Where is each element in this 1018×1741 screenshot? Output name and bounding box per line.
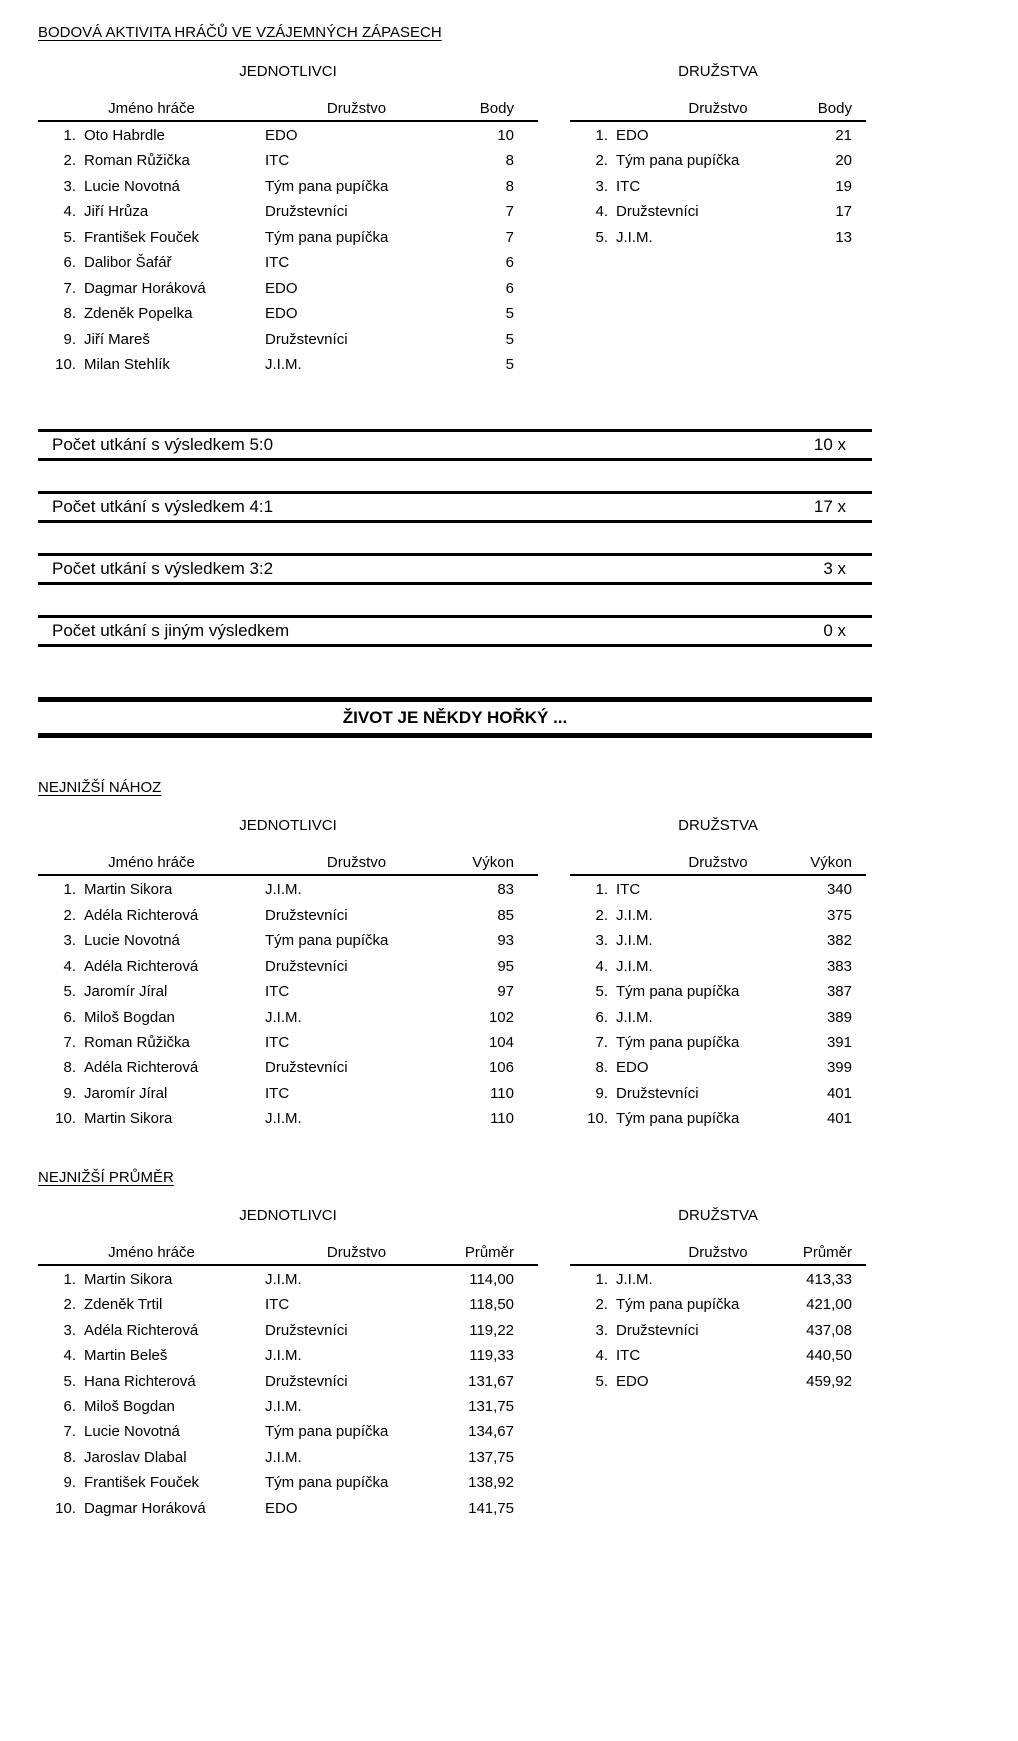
value-cell: 110: [490, 1084, 514, 1102]
rank-cell: 4.: [595, 1347, 608, 1365]
value-cell: 389: [826, 1008, 852, 1026]
column-header-team: Družstvo: [326, 854, 387, 872]
lowest-throw-title: NEJNIŽŠÍ NÁHOZ: [38, 779, 162, 797]
player-name-cell: Miloš Bogdan: [84, 1008, 175, 1026]
table-row: [570, 1005, 866, 1030]
value-cell: 440,50: [806, 1347, 852, 1365]
team-name-cell: Tým pana pupíčka: [616, 152, 740, 170]
match-result-row-3-2: [38, 553, 872, 585]
team-name-cell: Tým pana pupíčka: [616, 1034, 740, 1051]
table-row: [38, 954, 538, 979]
table-body: [570, 877, 866, 1131]
table-row: [570, 199, 866, 224]
column-header-team: Družstvo: [688, 1243, 748, 1261]
throw-individuals-table: [38, 855, 538, 1131]
table-header-row: [38, 855, 538, 876]
value-cell: 383: [826, 957, 852, 975]
rank-cell: 1.: [63, 1270, 76, 1288]
individuals-heading: JEDNOTLIVCI: [239, 63, 337, 80]
rank-cell: 10.: [587, 1110, 608, 1128]
team-cell: Družstevníci: [265, 957, 348, 975]
teams-column: [570, 818, 866, 1131]
value-cell: 7: [505, 228, 514, 246]
value-cell: 141,75: [468, 1499, 514, 1517]
table-row: [38, 877, 538, 902]
team-cell: ITC: [265, 1084, 290, 1102]
rank-cell: 7.: [63, 1423, 76, 1441]
team-cell: EDO: [265, 279, 298, 297]
table-body: [38, 877, 538, 1131]
table-row: [38, 1394, 538, 1419]
rank-cell: 5.: [595, 228, 608, 246]
value-cell: 97: [497, 983, 514, 1001]
value-cell: 19: [835, 177, 852, 195]
team-name-cell: ITC: [616, 1347, 641, 1365]
table-row: [570, 1292, 866, 1317]
table-row: [570, 1055, 866, 1080]
value-cell: 95: [497, 957, 514, 975]
average-individuals-table: [38, 1245, 538, 1521]
teams-column: [570, 1208, 866, 1394]
team-cell: ITC: [265, 254, 290, 272]
table-row: [570, 1318, 866, 1343]
value-cell: 20: [835, 152, 852, 170]
value-cell: 6: [505, 279, 514, 297]
table-row: [38, 199, 538, 224]
table-row: [38, 1106, 538, 1131]
column-header-team: Družstvo: [688, 854, 748, 872]
player-name-cell: Lucie Novotná: [84, 177, 180, 195]
individuals-column: [38, 1208, 538, 1521]
rank-cell: 3.: [63, 932, 76, 950]
value-cell: 10: [497, 127, 514, 144]
table-row: [38, 174, 538, 199]
rank-cell: 10.: [55, 1499, 76, 1517]
table-header-row: [38, 101, 538, 122]
column-header-team: Družstvo: [688, 100, 748, 117]
rank-cell: 5.: [63, 983, 76, 1001]
table-row: [38, 225, 538, 250]
team-cell: Družstevníci: [265, 1372, 348, 1390]
table-row: [38, 903, 538, 928]
value-cell: 387: [826, 983, 852, 1001]
value-cell: 104: [488, 1034, 514, 1051]
individuals-heading: JEDNOTLIVCI: [239, 817, 337, 835]
table-body: [570, 1267, 866, 1394]
table-row: [38, 1292, 538, 1317]
value-cell: 6: [505, 254, 514, 272]
value-cell: 118,50: [469, 1296, 514, 1314]
table-header-row: [38, 1245, 538, 1266]
table-row: [38, 1267, 538, 1292]
table-body: [38, 1267, 538, 1521]
team-cell: Tým pana pupíčka: [265, 1474, 389, 1492]
teams-heading: DRUŽSTVA: [678, 1206, 758, 1224]
lowest-throw-section: [38, 818, 1018, 1131]
table-row: [38, 928, 538, 953]
team-name-cell: Tým pana pupíčka: [616, 983, 740, 1001]
rank-cell: 8.: [63, 1059, 76, 1077]
team-name-cell: J.I.M.: [616, 957, 653, 975]
player-name-cell: Jiří Mareš: [84, 330, 150, 348]
table-row: [570, 954, 866, 979]
team-cell: ITC: [265, 1034, 290, 1051]
player-name-cell: Martin Sikora: [84, 1270, 173, 1288]
rank-cell: 3.: [595, 932, 608, 950]
team-name-cell: Družstevníci: [616, 1084, 699, 1102]
rank-cell: 1.: [63, 127, 76, 144]
value-cell: 119,22: [469, 1321, 514, 1339]
team-cell: Družstevníci: [265, 203, 348, 221]
team-cell: EDO: [265, 1499, 298, 1517]
lowest-average-section: [38, 1208, 1018, 1521]
rank-cell: 6.: [595, 1008, 608, 1026]
points-teams-table: [570, 101, 866, 250]
team-name-cell: ITC: [616, 881, 641, 899]
value-cell: 106: [488, 1059, 514, 1077]
value-cell: 421,00: [806, 1296, 852, 1314]
table-row: [38, 1369, 538, 1394]
lowest-average-title: NEJNIŽŠÍ PRŮMĚR: [38, 1168, 174, 1186]
table-row: [570, 1267, 866, 1292]
rank-cell: 3.: [63, 177, 76, 195]
table-row: [38, 123, 538, 148]
value-cell: 5: [505, 305, 514, 323]
rank-cell: 7.: [63, 279, 76, 297]
player-name-cell: Miloš Bogdan: [84, 1397, 175, 1415]
player-name-cell: Lucie Novotná: [84, 1423, 180, 1441]
player-name-cell: Jaromír Jíral: [84, 983, 168, 1001]
player-name-cell: Adéla Richterová: [84, 906, 199, 924]
value-cell: 131,67: [468, 1372, 514, 1390]
table-row: [38, 979, 538, 1004]
rank-cell: 9.: [63, 1474, 76, 1492]
value-cell: 93: [497, 932, 514, 950]
team-cell: ITC: [265, 152, 290, 170]
value-cell: 17: [835, 203, 852, 221]
rank-cell: 6.: [63, 1397, 76, 1415]
value-cell: 138,92: [468, 1474, 514, 1492]
match-result-label: Počet utkání s výsledkem 5:0: [52, 435, 274, 455]
value-cell: 399: [826, 1059, 852, 1077]
team-cell: J.I.M.: [265, 1008, 302, 1026]
match-result-value: 10 x: [813, 435, 846, 455]
match-result-label: Počet utkání s výsledkem 3:2: [52, 559, 274, 579]
team-name-cell: J.I.M.: [616, 228, 653, 246]
table-row: [570, 225, 866, 250]
rank-cell: 5.: [63, 1372, 76, 1390]
rank-cell: 3.: [63, 1321, 76, 1339]
table-row: [38, 352, 538, 377]
rank-cell: 2.: [595, 152, 608, 170]
team-cell: J.I.M.: [265, 1270, 302, 1288]
value-cell: 21: [835, 127, 852, 144]
value-cell: 110: [490, 1110, 514, 1128]
table-body: [38, 123, 538, 377]
rank-cell: 10.: [55, 355, 76, 373]
player-name-cell: Adéla Richterová: [84, 957, 199, 975]
table-row: [570, 148, 866, 173]
column-header-points: Body: [817, 100, 852, 117]
team-name-cell: J.I.M.: [616, 932, 653, 950]
player-name-cell: Jiří Hrůza: [84, 203, 149, 221]
player-name-cell: Roman Růžička: [84, 152, 190, 170]
table-row: [38, 1419, 538, 1444]
value-cell: 137,75: [468, 1448, 514, 1466]
team-cell: Družstevníci: [265, 906, 348, 924]
rank-cell: 8.: [595, 1059, 608, 1077]
value-cell: 5: [505, 355, 514, 373]
team-name-cell: ITC: [616, 177, 641, 195]
player-name-cell: Martin Sikora: [84, 1110, 173, 1128]
table-header-row: [570, 1245, 866, 1266]
rank-cell: 2.: [595, 1296, 608, 1314]
points-individuals-table: [38, 101, 538, 377]
column-header-team: Družstvo: [326, 1243, 387, 1261]
rank-cell: 4.: [63, 1347, 76, 1365]
rank-cell: 3.: [595, 177, 608, 195]
throw-teams-table: [570, 855, 866, 1131]
table-row: [38, 1343, 538, 1368]
player-name-cell: Roman Růžička: [84, 1034, 190, 1051]
table-row: [38, 148, 538, 173]
team-name-cell: Tým pana pupíčka: [616, 1296, 740, 1314]
rank-cell: 2.: [63, 1296, 76, 1314]
rank-cell: 6.: [63, 254, 76, 272]
team-cell: J.I.M.: [265, 1110, 302, 1128]
table-header-row: [570, 855, 866, 876]
value-cell: 5: [505, 330, 514, 348]
match-result-label: Počet utkání s výsledkem 4:1: [52, 497, 274, 517]
table-row: [38, 1055, 538, 1080]
table-row: [570, 979, 866, 1004]
player-name-cell: Zdeněk Trtil: [84, 1296, 163, 1314]
value-cell: 102: [488, 1008, 514, 1026]
teams-column: [570, 64, 866, 250]
team-cell: ITC: [265, 1296, 290, 1314]
rank-cell: 8.: [63, 1448, 76, 1466]
column-header-average: Průměr: [464, 1243, 514, 1261]
value-cell: 7: [505, 203, 514, 221]
table-body: [570, 123, 866, 250]
rank-cell: 1.: [595, 881, 608, 899]
match-result-row-4-1: [38, 491, 872, 523]
team-cell: J.I.M.: [265, 355, 302, 373]
table-row: [38, 301, 538, 326]
rank-cell: 1.: [595, 127, 608, 144]
table-header-row: [570, 101, 866, 122]
rank-cell: 8.: [63, 305, 76, 323]
table-row: [38, 1470, 538, 1495]
rank-cell: 3.: [595, 1321, 608, 1339]
table-row: [570, 1081, 866, 1106]
team-cell: ITC: [265, 983, 290, 1001]
player-name-cell: Hana Richterová: [84, 1372, 196, 1390]
value-cell: 375: [826, 906, 852, 924]
table-row: [570, 1106, 866, 1131]
individuals-column: [38, 64, 538, 377]
team-name-cell: Družstevníci: [616, 203, 699, 221]
team-name-cell: EDO: [616, 1372, 649, 1390]
team-name-cell: EDO: [616, 1059, 649, 1077]
team-cell: J.I.M.: [265, 1448, 302, 1466]
team-cell: Tým pana pupíčka: [265, 1423, 389, 1441]
match-result-row-5-0: [38, 429, 872, 461]
rank-cell: 4.: [63, 203, 76, 221]
rank-cell: 4.: [595, 203, 608, 221]
player-name-cell: Dalibor Šafář: [84, 254, 172, 272]
table-row: [38, 327, 538, 352]
rank-cell: 9.: [595, 1084, 608, 1102]
value-cell: 131,75: [468, 1397, 514, 1415]
value-cell: 83: [497, 881, 514, 899]
rank-cell: 5.: [595, 983, 608, 1001]
rank-cell: 1.: [595, 1270, 608, 1288]
value-cell: 85: [497, 906, 514, 924]
table-row: [38, 250, 538, 275]
team-cell: Tým pana pupíčka: [265, 932, 389, 950]
match-result-label: Počet utkání s jiným výsledkem: [52, 621, 290, 641]
rank-cell: 6.: [63, 1008, 76, 1026]
team-name-cell: EDO: [616, 127, 649, 144]
table-row: [38, 1445, 538, 1470]
banner: ŽIVOT JE NĚKDY HOŘKÝ ...: [38, 697, 872, 738]
match-result-row-other: [38, 615, 872, 647]
value-cell: 8: [505, 177, 514, 195]
value-cell: 114,00: [469, 1270, 514, 1288]
player-name-cell: Jaroslav Dlabal: [84, 1448, 187, 1466]
team-name-cell: J.I.M.: [616, 1270, 653, 1288]
team-name-cell: Tým pana pupíčka: [616, 1110, 740, 1128]
rank-cell: 2.: [63, 906, 76, 924]
rank-cell: 9.: [63, 1084, 76, 1102]
team-cell: EDO: [265, 127, 298, 144]
table-row: [570, 903, 866, 928]
rank-cell: 4.: [595, 957, 608, 975]
team-name-cell: J.I.M.: [616, 1008, 653, 1026]
value-cell: 437,08: [806, 1321, 852, 1339]
player-name-cell: Dagmar Horáková: [84, 1499, 206, 1517]
team-cell: Družstevníci: [265, 1321, 348, 1339]
column-header-points: Body: [479, 100, 514, 117]
team-cell: Tým pana pupíčka: [265, 228, 389, 246]
table-row: [570, 928, 866, 953]
page-title: BODOVÁ AKTIVITA HRÁČŮ VE VZÁJEMNÝCH ZÁPASECH: [38, 24, 442, 41]
value-cell: 13: [835, 228, 852, 246]
value-cell: 391: [826, 1034, 852, 1051]
table-row: [570, 877, 866, 902]
value-cell: 119,33: [469, 1347, 514, 1365]
team-cell: Tým pana pupíčka: [265, 177, 389, 195]
column-header-average: Průměr: [802, 1243, 852, 1261]
value-cell: 401: [826, 1110, 852, 1128]
table-row: [570, 1343, 866, 1368]
player-name-cell: Adéla Richterová: [84, 1321, 199, 1339]
player-name-cell: Zdeněk Popelka: [84, 305, 193, 323]
column-header-performance: Výkon: [472, 854, 514, 872]
match-result-value: 3 x: [823, 559, 846, 579]
team-cell: Družstevníci: [265, 330, 348, 348]
player-name-cell: František Fouček: [84, 1474, 200, 1492]
table-row: [38, 1005, 538, 1030]
value-cell: 401: [826, 1084, 852, 1102]
rank-cell: 5.: [595, 1372, 608, 1390]
rank-cell: 4.: [63, 957, 76, 975]
table-row: [570, 123, 866, 148]
rank-cell: 2.: [595, 906, 608, 924]
table-row: [570, 1030, 866, 1055]
team-cell: J.I.M.: [265, 881, 302, 899]
player-name-cell: František Fouček: [84, 228, 200, 246]
rank-cell: 1.: [63, 881, 76, 899]
teams-heading: DRUŽSTVA: [678, 63, 758, 80]
rank-cell: 2.: [63, 152, 76, 170]
average-teams-table: [570, 1245, 866, 1394]
player-name-cell: Adéla Richterová: [84, 1059, 199, 1077]
table-row: [38, 1030, 538, 1055]
value-cell: 134,67: [468, 1423, 514, 1441]
table-row: [570, 1369, 866, 1394]
match-result-value: 0 x: [823, 621, 846, 641]
table-row: [38, 276, 538, 301]
player-name-cell: Dagmar Horáková: [84, 279, 206, 297]
player-name-cell: Milan Stehlík: [84, 355, 170, 373]
table-row: [38, 1318, 538, 1343]
individuals-heading: JEDNOTLIVCI: [239, 1206, 337, 1224]
column-header-performance: Výkon: [810, 854, 852, 872]
table-row: [570, 174, 866, 199]
player-name-cell: Oto Habrdle: [84, 127, 165, 144]
column-header-player: Jméno hráče: [108, 854, 195, 872]
team-cell: EDO: [265, 305, 298, 323]
team-cell: Družstevníci: [265, 1059, 348, 1077]
column-header-player: Jméno hráče: [108, 100, 195, 117]
table-row: [38, 1081, 538, 1106]
player-name-cell: Jaromír Jíral: [84, 1084, 168, 1102]
rank-cell: 5.: [63, 228, 76, 246]
individuals-column: [38, 818, 538, 1131]
player-name-cell: Lucie Novotná: [84, 932, 180, 950]
value-cell: 8: [505, 152, 514, 170]
value-cell: 413,33: [806, 1270, 852, 1288]
teams-heading: DRUŽSTVA: [678, 817, 758, 835]
rank-cell: 10.: [55, 1110, 76, 1128]
team-cell: J.I.M.: [265, 1347, 302, 1365]
column-header-player: Jméno hráče: [108, 1243, 195, 1261]
team-cell: J.I.M.: [265, 1397, 302, 1415]
value-cell: 382: [826, 932, 852, 950]
value-cell: 340: [826, 881, 852, 899]
match-result-value: 17 x: [813, 497, 846, 517]
player-name-cell: Martin Beleš: [84, 1347, 168, 1365]
value-cell: 459,92: [806, 1372, 852, 1390]
points-activity-section: [38, 64, 1018, 377]
column-header-team: Družstvo: [326, 100, 387, 117]
team-name-cell: Družstevníci: [616, 1321, 699, 1339]
rank-cell: 7.: [595, 1034, 608, 1051]
match-results-section: [38, 429, 1018, 647]
player-name-cell: Martin Sikora: [84, 881, 173, 899]
table-row: [38, 1496, 538, 1521]
rank-cell: 9.: [63, 330, 76, 348]
team-name-cell: J.I.M.: [616, 906, 653, 924]
rank-cell: 7.: [63, 1034, 76, 1051]
